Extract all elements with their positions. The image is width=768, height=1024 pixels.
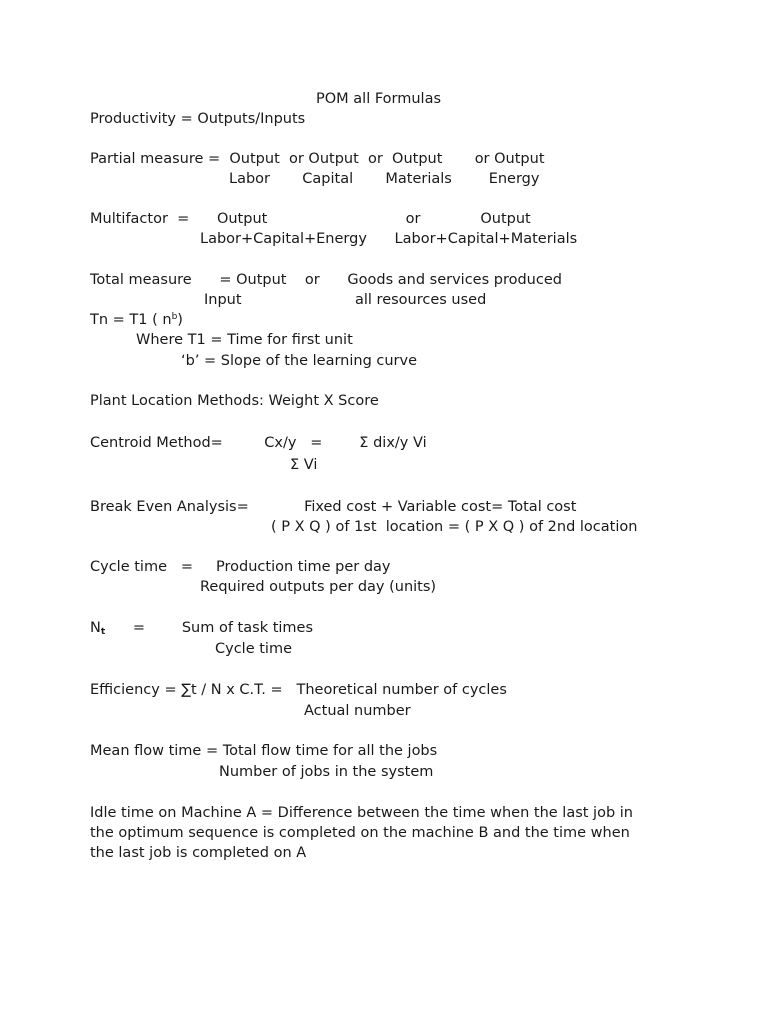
multifactor-numerators: Multifactor = Output or Output [90, 211, 531, 227]
learning-curve-where: Where T1 = Time for first unit [136, 332, 353, 348]
nt-subscript: t [100, 627, 106, 637]
nt-formula [90, 621, 313, 636]
nt-denominator: Cycle time [215, 641, 292, 657]
centroid-method-denominator: Σ Vi [290, 457, 318, 473]
learning-curve-suffix: ) [177, 312, 183, 328]
productivity-formula: Productivity = Outputs/Inputs [90, 111, 306, 127]
plant-location-methods: Plant Location Methods: Weight X Score [90, 393, 379, 409]
learning-curve-exponent: b [171, 312, 178, 322]
partial-measure-numerators: Partial measure = Output or Output or Output or Output [90, 151, 545, 167]
idle-time-line-1: Idle time on Machine A = Difference between the time when the last job in [90, 805, 633, 821]
break-even-line-1: Break Even Analysis= Fixed cost + Variable cost= Total cost [90, 499, 577, 515]
mean-flow-numerator: Mean flow time = Total flow time for all the jobs [90, 743, 438, 759]
total-measure-numerators: Total measure = Output or Goods and services produced [90, 272, 562, 288]
multifactor-denominators: Labor+Capital+Energy Labor+Capital+Materials [200, 231, 578, 247]
partial-measure-denominators: Labor Capital Materials Energy [229, 171, 540, 187]
total-measure-denominator-resources: all resources used [355, 292, 487, 308]
nt-numerator: = Sum of task times [105, 620, 314, 636]
page-title: POM all Formulas [316, 91, 442, 107]
efficiency-numerator: Efficiency = ∑t / N x C.T. = Theoretical number of cycles [90, 682, 507, 698]
efficiency-denominator: Actual number [304, 703, 411, 719]
nt-symbol: N [90, 620, 101, 636]
cycle-time-numerator: Cycle time = Production time per day [90, 559, 391, 575]
total-measure-denominator-input: Input [204, 292, 242, 308]
learning-curve-formula [90, 313, 183, 328]
learning-curve-prefix: Tn = T1 ( n [90, 312, 172, 328]
break-even-line-2: ( P X Q ) of 1st location = ( P X Q ) of 2nd location [271, 519, 638, 535]
idle-time-line-2: the optimum sequence is completed on the machine B and the time when [90, 825, 630, 841]
cycle-time-denominator: Required outputs per day (units) [200, 579, 437, 595]
idle-time-line-3: the last job is completed on A [90, 845, 307, 861]
centroid-method-numerator: Centroid Method= Cx/y = Σ dix/y Vi [90, 435, 427, 451]
mean-flow-denominator: Number of jobs in the system [219, 764, 434, 780]
learning-curve-slope: ‘b’ = Slope of the learning curve [181, 353, 418, 369]
